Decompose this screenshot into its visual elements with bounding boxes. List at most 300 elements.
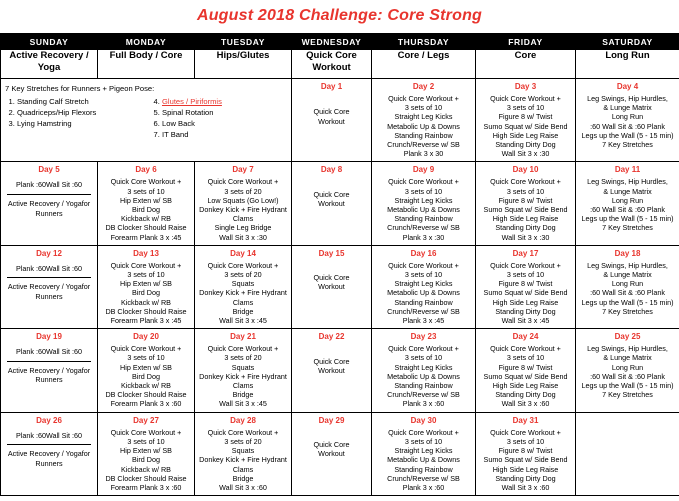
- cell-line: Figure 8 w/ Twist: [498, 195, 553, 205]
- cell-line: Legs up the Wall (5 - 15 min): [581, 130, 674, 140]
- cell-content: [476, 94, 575, 161]
- cell-content: [312, 273, 352, 294]
- cell-line: Quick Core Workout +: [388, 427, 459, 437]
- cell-line: Wall Sit 3 x :30: [501, 232, 550, 242]
- cell-line: 3 sets of 20: [224, 270, 262, 280]
- cell-line: Plank :60: [15, 263, 46, 273]
- calendar-cell-tuesday[interactable]: [195, 412, 292, 495]
- day-number: Day 9: [412, 165, 435, 175]
- cell-line: Wall Sit :60: [45, 263, 83, 273]
- day-number: Day 12: [36, 248, 62, 258]
- calendar-cell-sunday[interactable]: [1, 412, 98, 495]
- cell-line: Crunch/Reverse w/ SB: [387, 473, 460, 483]
- cell-line: Sumo Squat w/ Side Bend: [483, 205, 568, 215]
- cell-line: High Side Leg Raise: [492, 381, 559, 391]
- cell-line: Quick Core Workout +: [207, 177, 279, 187]
- calendar-cell-saturday[interactable]: [576, 162, 679, 245]
- cell-line: Bird Dog: [132, 455, 160, 465]
- cell-line: Donkey Kick + Fire Hydrant: [199, 455, 287, 465]
- cell-line: 7 Key Stretches: [602, 306, 653, 316]
- calendar-week-row: [1, 162, 679, 245]
- calendar-cell-wednesday[interactable]: [292, 245, 372, 328]
- calendar-cell-sunday[interactable]: [1, 162, 98, 245]
- cell-line: Active Recovery / Yoga: [7, 365, 82, 375]
- cell-content: [476, 261, 575, 328]
- cell-line: Wall Sit 3 x :30: [219, 232, 267, 242]
- cell-line: Active Recovery / Yoga: [7, 449, 82, 459]
- cell-line: Plank 3 x :30: [402, 232, 445, 242]
- cell-line: Forearm Plank 3 x :60: [110, 482, 182, 492]
- col-header-core: Core: [476, 50, 576, 79]
- cell-line: Forearm Plank 3 x :45: [110, 316, 182, 326]
- cell-line: DB Clocker Should Raise: [105, 223, 187, 233]
- quick-core-holder: [292, 344, 371, 390]
- cell-line: Straight Leg Kicks: [394, 112, 453, 122]
- cell-line: Wall Sit 3 x :30: [501, 149, 550, 159]
- day-number: Day 19: [36, 332, 62, 342]
- cell-line: 3 sets of 20: [224, 436, 262, 446]
- cell-line: Hip Exten w/ SB: [120, 279, 172, 289]
- day-number: Day 31: [512, 415, 539, 425]
- day-number: Day 4: [616, 82, 639, 91]
- cell-line: Bird Dog: [132, 371, 160, 381]
- day-number: Day 13: [133, 248, 159, 258]
- cell-line: Plank 3 x :60: [402, 399, 445, 409]
- cell-line: Quick Core Workout +: [110, 177, 182, 187]
- cell-line: Forearm Plank 3 x :60: [110, 399, 182, 409]
- cell-line: 3 sets of 10: [404, 103, 443, 113]
- calendar-cell-sunday[interactable]: [1, 245, 98, 328]
- cell-line: Quick Core Workout +: [388, 344, 459, 354]
- cell-content: [372, 428, 475, 495]
- calendar-cell-friday[interactable]: [476, 79, 576, 162]
- day-number: Day 26: [36, 415, 62, 425]
- cell-line: High Side Leg Raise: [492, 464, 559, 474]
- day-number: Day 10: [512, 165, 539, 175]
- cell-line: Quick Core Workout +: [110, 344, 182, 354]
- stretch-item: 2. Quadriceps/Hip Flexors: [17, 107, 146, 118]
- cell-line: Crunch/Reverse w/ SB: [387, 223, 460, 233]
- cell-line: Wall Sit 3 x :60: [501, 482, 550, 492]
- day-number: Day 2: [412, 82, 435, 91]
- day-number: Day 27: [133, 415, 159, 425]
- cell-line: 3 sets of 10: [404, 353, 443, 363]
- cell-line: Kickback w/ RB: [121, 214, 171, 224]
- cell-line: High Side Leg Raise: [492, 297, 559, 307]
- weekday-sunday: SUNDAY: [1, 34, 98, 50]
- cell-line: 3 sets of 10: [127, 353, 165, 363]
- stretch-item: 5. Spinal Rotation: [162, 107, 291, 118]
- day-number: Day 14: [230, 248, 256, 258]
- cell-line: Sumo Squat w/ Side Bend: [483, 455, 568, 465]
- cell-line: Metabolic Up & Downs: [387, 288, 460, 298]
- stretches-heading: 7 Key Stretches for Runners + Pigeon Pose:: [5, 84, 155, 93]
- cell-line: Standing Dirty Dog: [495, 140, 556, 150]
- cell-line: Quick Core Workout +: [388, 177, 459, 187]
- stretches-list-right: [146, 96, 291, 140]
- calendar-head: [1, 34, 679, 79]
- day-number: Day 5: [38, 165, 60, 175]
- day-number: Day 11: [614, 165, 641, 175]
- day-number: Day 23: [410, 332, 437, 342]
- cell-content: [98, 261, 194, 328]
- cell-line: :60 Wall Sit & :60 Plank: [590, 371, 665, 381]
- cell-line: Standing Rainbow: [394, 297, 453, 307]
- day-number: Day 20: [133, 332, 159, 342]
- stretch-item-highlight: Glutes / Piriformis: [162, 97, 222, 106]
- calendar-cell-wednesday[interactable]: [292, 79, 372, 162]
- cell-line: Wall Sit 3 x :45: [501, 316, 550, 326]
- cell-line: Active Recovery / Yoga: [7, 282, 82, 292]
- col-header-long-run: Long Run: [576, 50, 679, 79]
- cell-line: Clams: [232, 297, 254, 307]
- cell-content: [476, 428, 575, 495]
- cell-line: Wall Sit 3 x :60: [219, 482, 267, 492]
- cell-line: Workout: [318, 198, 345, 208]
- cell-line: Squats: [231, 279, 255, 289]
- cell-line: Quick Core Workout +: [207, 427, 279, 437]
- calendar-week-row: [1, 412, 679, 495]
- cell-content: [312, 190, 352, 211]
- calendar-cell-thursday[interactable]: [372, 412, 476, 495]
- cell-line: & Lunge Matrix: [603, 270, 652, 280]
- quick-core-holder: [292, 94, 371, 142]
- cell-line: Clams: [232, 214, 254, 224]
- cell-line: Plank :60: [15, 430, 46, 440]
- day-number: Day 3: [514, 82, 537, 91]
- cell-line: 7 Key Stretches: [602, 390, 653, 400]
- calendar-cell-wednesday[interactable]: [292, 329, 372, 412]
- cell-line: Quick Core Workout +: [110, 260, 182, 270]
- cell-line: Kickback w/ RB: [121, 381, 171, 391]
- cell-line: Plank 3 x :60: [402, 482, 445, 492]
- calendar-cell-friday[interactable]: [476, 245, 576, 328]
- cell-line: Quick Core Workout +: [388, 260, 459, 270]
- calendar-cell-thursday[interactable]: [372, 329, 476, 412]
- cell-line: 3 sets of 10: [404, 436, 443, 446]
- weekday-header-row: [1, 34, 679, 50]
- divider: [7, 361, 91, 362]
- recovery-block: [1, 177, 97, 218]
- col-header-core-legs: Core / Legs: [372, 50, 476, 79]
- cell-content: [195, 344, 291, 411]
- calendar-week-row: [1, 245, 679, 328]
- calendar-cell-monday[interactable]: [98, 162, 195, 245]
- cell-line: Leg Swings, Hip Hurdles,: [587, 94, 668, 103]
- cell-line: Standing Dirty Dog: [495, 306, 556, 316]
- cell-line: Plank :60: [15, 347, 46, 357]
- cell-line: Crunch/Reverse w/ SB: [387, 306, 460, 316]
- cell-line: Clams: [232, 381, 254, 391]
- cell-line: Bridge: [232, 306, 254, 316]
- cell-line: Long Run: [611, 362, 644, 372]
- cell-line: :60 Wall Sit & :60 Plank: [590, 205, 665, 215]
- calendar-cell-thursday[interactable]: [372, 162, 476, 245]
- cell-line: Legs up the Wall (5 - 15 min): [581, 297, 674, 307]
- cell-line: Metabolic Up & Downs: [387, 371, 460, 381]
- cell-line: Quick Core: [313, 107, 350, 117]
- cell-line: High Side Leg Raise: [492, 130, 559, 140]
- cell-line: Leg Swings, Hip Hurdles,: [587, 177, 668, 187]
- cell-line: 3 sets of 10: [404, 186, 443, 196]
- recovery-block: [1, 344, 97, 385]
- cell-line: Metabolic Up & Downs: [387, 455, 460, 465]
- cell-line: Quick Core Workout +: [490, 177, 561, 187]
- cell-line: Quick Core: [313, 273, 350, 283]
- cell-line: Crunch/Reverse w/ SB: [387, 390, 460, 400]
- cell-content: [195, 428, 291, 495]
- stretches-intro-cell[interactable]: [1, 79, 292, 162]
- calendar-cell-monday[interactable]: [98, 245, 195, 328]
- cell-line: Quick Core: [313, 439, 350, 449]
- cell-content: [98, 344, 194, 411]
- cell-line: 7 Key Stretches: [602, 140, 653, 150]
- cell-line: DB Clocker Should Raise: [105, 390, 187, 400]
- page-title: August 2018 Challenge: Core Strong: [196, 7, 483, 24]
- day-number: Day 22: [318, 332, 345, 342]
- cell-line: for Runners: [35, 199, 91, 218]
- cell-line: Standing Rainbow: [394, 130, 453, 140]
- cell-content: [576, 94, 679, 152]
- day-number: [576, 413, 679, 428]
- cell-line: Bridge: [232, 473, 254, 483]
- divider: [7, 444, 91, 445]
- cell-line: 3 sets of 10: [506, 186, 545, 196]
- weekday-saturday: SATURDAY: [576, 34, 679, 50]
- cell-line: Quick Core Workout +: [207, 344, 279, 354]
- cell-line: Standing Rainbow: [394, 381, 453, 391]
- cell-line: Squats: [231, 446, 255, 456]
- cell-line: Quick Core: [313, 189, 350, 199]
- cell-line: Quick Core Workout +: [207, 260, 279, 270]
- stretch-item: [162, 96, 291, 107]
- cell-line: for Runners: [35, 449, 91, 468]
- calendar-body: [1, 79, 679, 496]
- cell-line: Sumo Squat w/ Side Bend: [483, 371, 568, 381]
- cell-line: Standing Rainbow: [394, 214, 453, 224]
- cell-line: Quick Core Workout +: [490, 344, 561, 354]
- day-number: Day 8: [320, 165, 343, 175]
- cell-line: Active Recovery / Yoga: [7, 199, 82, 209]
- cell-line: Workout: [318, 365, 345, 375]
- calendar-cell-tuesday[interactable]: [195, 329, 292, 412]
- stretch-item: 1. Standing Calf Stretch: [17, 96, 146, 107]
- cell-line: Low Squats (Go Low!): [207, 195, 279, 205]
- calendar-cell-monday[interactable]: [98, 329, 195, 412]
- cell-line: Standing Dirty Dog: [495, 223, 556, 233]
- cell-line: & Lunge Matrix: [603, 353, 652, 363]
- calendar-cell-thursday[interactable]: [372, 245, 476, 328]
- cell-content: [195, 261, 291, 328]
- calendar-cell-saturday[interactable]: [576, 412, 679, 495]
- calendar-cell-saturday[interactable]: [576, 329, 679, 412]
- cell-line: Workout: [318, 116, 345, 126]
- calendar-cell-saturday[interactable]: [576, 245, 679, 328]
- cell-line: Quick Core Workout +: [490, 260, 561, 270]
- day-number: Day 30: [410, 415, 437, 425]
- cell-line: Straight Leg Kicks: [394, 195, 453, 205]
- calendar-cell-thursday[interactable]: [372, 79, 476, 162]
- cell-line: & Lunge Matrix: [603, 103, 652, 113]
- cell-content: [372, 94, 475, 161]
- cell-line: Plank 3 x :45: [402, 316, 445, 326]
- cell-line: Workout: [318, 282, 345, 292]
- cell-line: Crunch/Reverse w/ SB: [387, 140, 460, 150]
- stretch-item: 6. Low Back: [162, 118, 291, 129]
- cell-line: Leg Swings, Hip Hurdles,: [587, 344, 668, 354]
- cell-line: Figure 8 w/ Twist: [498, 112, 553, 122]
- cell-line: Wall Sit :60: [45, 180, 83, 190]
- cell-line: Bird Dog: [132, 205, 160, 215]
- calendar-week-row: [1, 329, 679, 412]
- cell-line: Kickback w/ RB: [121, 464, 171, 474]
- cell-line: Straight Leg Kicks: [394, 446, 453, 456]
- day-number: Day 6: [135, 165, 157, 175]
- cell-line: 3 sets of 10: [506, 270, 545, 280]
- cell-line: Straight Leg Kicks: [394, 279, 453, 289]
- cell-line: 3 sets of 10: [506, 103, 545, 113]
- cell-line: Sumo Squat w/ Side Bend: [483, 288, 568, 298]
- recovery-block: [1, 428, 97, 469]
- cell-line: 3 sets of 10: [127, 270, 165, 280]
- cell-line: Wall Sit 3 x :45: [219, 316, 267, 326]
- cell-line: Metabolic Up & Downs: [387, 205, 460, 215]
- day-number: Day 7: [232, 165, 254, 175]
- cell-line: Donkey Kick + Fire Hydrant: [199, 205, 287, 215]
- day-number: Day 1: [320, 82, 343, 91]
- cell-content: [476, 177, 575, 244]
- weekday-friday: FRIDAY: [476, 34, 576, 50]
- cell-line: 7 Key Stretches: [602, 223, 653, 233]
- cell-line: Long Run: [611, 195, 644, 205]
- col-header-active-recovery: Active Recovery / Yoga: [1, 50, 98, 79]
- cell-line: Plank 3 x 30: [403, 149, 444, 159]
- cell-line: Clams: [232, 464, 254, 474]
- calendar-cell-monday[interactable]: [98, 412, 195, 495]
- cell-line: Long Run: [611, 279, 644, 289]
- calendar-cell-sunday[interactable]: [1, 329, 98, 412]
- calendar-cell-wednesday[interactable]: [292, 412, 372, 495]
- recovery-block: [1, 261, 97, 302]
- stretch-item: 3. Lying Hamstring: [17, 118, 146, 129]
- cell-line: 3 sets of 10: [404, 270, 443, 280]
- cell-line: 3 sets of 20: [224, 353, 262, 363]
- cell-line: :60 Wall Sit & :60 Plank: [590, 288, 665, 298]
- cell-content: [372, 261, 475, 328]
- column-header-row: [1, 50, 679, 79]
- day-number: Day 28: [230, 415, 256, 425]
- cell-line: 3 sets of 10: [506, 353, 545, 363]
- cell-line: Straight Leg Kicks: [394, 362, 453, 372]
- cell-line: Metabolic Up & Downs: [387, 121, 460, 131]
- cell-content: [576, 344, 679, 402]
- day-number: Day 18: [614, 248, 641, 258]
- cell-line: Leg Swings, Hip Hurdles,: [587, 260, 668, 270]
- cell-line: Quick Core: [313, 356, 350, 366]
- cell-content: [576, 177, 679, 235]
- day-number: Day 29: [318, 415, 345, 425]
- cell-line: Wall Sit :60: [45, 430, 83, 440]
- cell-line: Quick Core Workout +: [490, 427, 561, 437]
- cell-line: Donkey Kick + Fire Hydrant: [199, 371, 287, 381]
- cell-line: Quick Core Workout +: [388, 94, 459, 103]
- cell-line: Forearm Plank 3 x :45: [110, 232, 182, 242]
- cell-line: High Side Leg Raise: [492, 214, 559, 224]
- col-header-quick-core-workout: Quick Core Workout: [292, 50, 372, 79]
- cell-line: Workout: [318, 449, 345, 459]
- cell-line: Hip Exten w/ SB: [120, 446, 172, 456]
- cell-line: Bridge: [232, 390, 254, 400]
- calendar-cell-saturday[interactable]: [576, 79, 679, 162]
- divider: [7, 194, 91, 195]
- cell-line: Standing Dirty Dog: [495, 473, 556, 483]
- cell-line: Single Leg Bridge: [214, 223, 272, 233]
- divider: [7, 277, 91, 278]
- calendar-cell-tuesday[interactable]: [195, 245, 292, 328]
- calendar-cell-friday[interactable]: [476, 329, 576, 412]
- calendar-cell-friday[interactable]: [476, 412, 576, 495]
- cell-content: [98, 428, 194, 495]
- cell-line: Plank :60: [15, 180, 46, 190]
- cell-content: [312, 440, 352, 461]
- cell-line: Hip Exten w/ SB: [120, 195, 172, 205]
- cell-line: Figure 8 w/ Twist: [498, 362, 553, 372]
- quick-core-holder: [292, 177, 371, 223]
- cell-line: for Runners: [35, 365, 91, 385]
- calendar-cell-tuesday[interactable]: [195, 162, 292, 245]
- cell-line: Figure 8 w/ Twist: [498, 446, 553, 456]
- cell-content: [312, 357, 352, 378]
- cell-line: Wall Sit :60: [45, 347, 83, 357]
- cell-line: 3 sets of 20: [224, 186, 262, 196]
- cell-content: [476, 344, 575, 411]
- day-number: Day 24: [512, 332, 539, 342]
- cell-content: [312, 107, 352, 128]
- col-header-hips-glutes: Hips/Glutes: [195, 50, 292, 79]
- cell-line: Sumo Squat w/ Side Bend: [483, 121, 568, 131]
- col-header-full-body-core: Full Body / Core: [98, 50, 195, 79]
- cell-line: Figure 8 w/ Twist: [498, 279, 553, 289]
- weekday-wednesday: WEDNESDAY: [292, 34, 372, 50]
- cell-line: Squats: [231, 362, 255, 372]
- cell-line: Quick Core Workout +: [490, 94, 561, 103]
- weekday-tuesday: TUESDAY: [195, 34, 292, 50]
- cell-line: Quick Core Workout +: [110, 427, 182, 437]
- cell-line: 3 sets of 10: [127, 436, 165, 446]
- cell-line: DB Clocker Should Raise: [105, 306, 187, 316]
- day-number: Day 25: [614, 332, 641, 342]
- cell-line: Bird Dog: [132, 288, 160, 298]
- cell-line: Kickback w/ RB: [121, 297, 171, 307]
- cell-line: 3 sets of 10: [506, 436, 545, 446]
- cell-line: Standing Dirty Dog: [495, 390, 556, 400]
- cell-content: [372, 344, 475, 411]
- quick-core-holder: [292, 428, 371, 474]
- calendar-cell-friday[interactable]: [476, 162, 576, 245]
- cell-line: Donkey Kick + Fire Hydrant: [199, 288, 287, 298]
- cell-line: & Lunge Matrix: [603, 186, 652, 196]
- stretch-item: 7. IT Band: [162, 129, 291, 140]
- cell-line: Legs up the Wall (5 - 15 min): [581, 381, 674, 391]
- cell-content: [576, 261, 679, 319]
- calendar-week-row: [1, 79, 679, 162]
- calendar-cell-wednesday[interactable]: [292, 162, 372, 245]
- cell-line: Hip Exten w/ SB: [120, 362, 172, 372]
- day-number: Day 17: [512, 248, 539, 258]
- cell-line: Wall Sit 3 x :45: [219, 399, 267, 409]
- stretches-list-left: [1, 96, 146, 140]
- day-number: Day 16: [410, 248, 437, 258]
